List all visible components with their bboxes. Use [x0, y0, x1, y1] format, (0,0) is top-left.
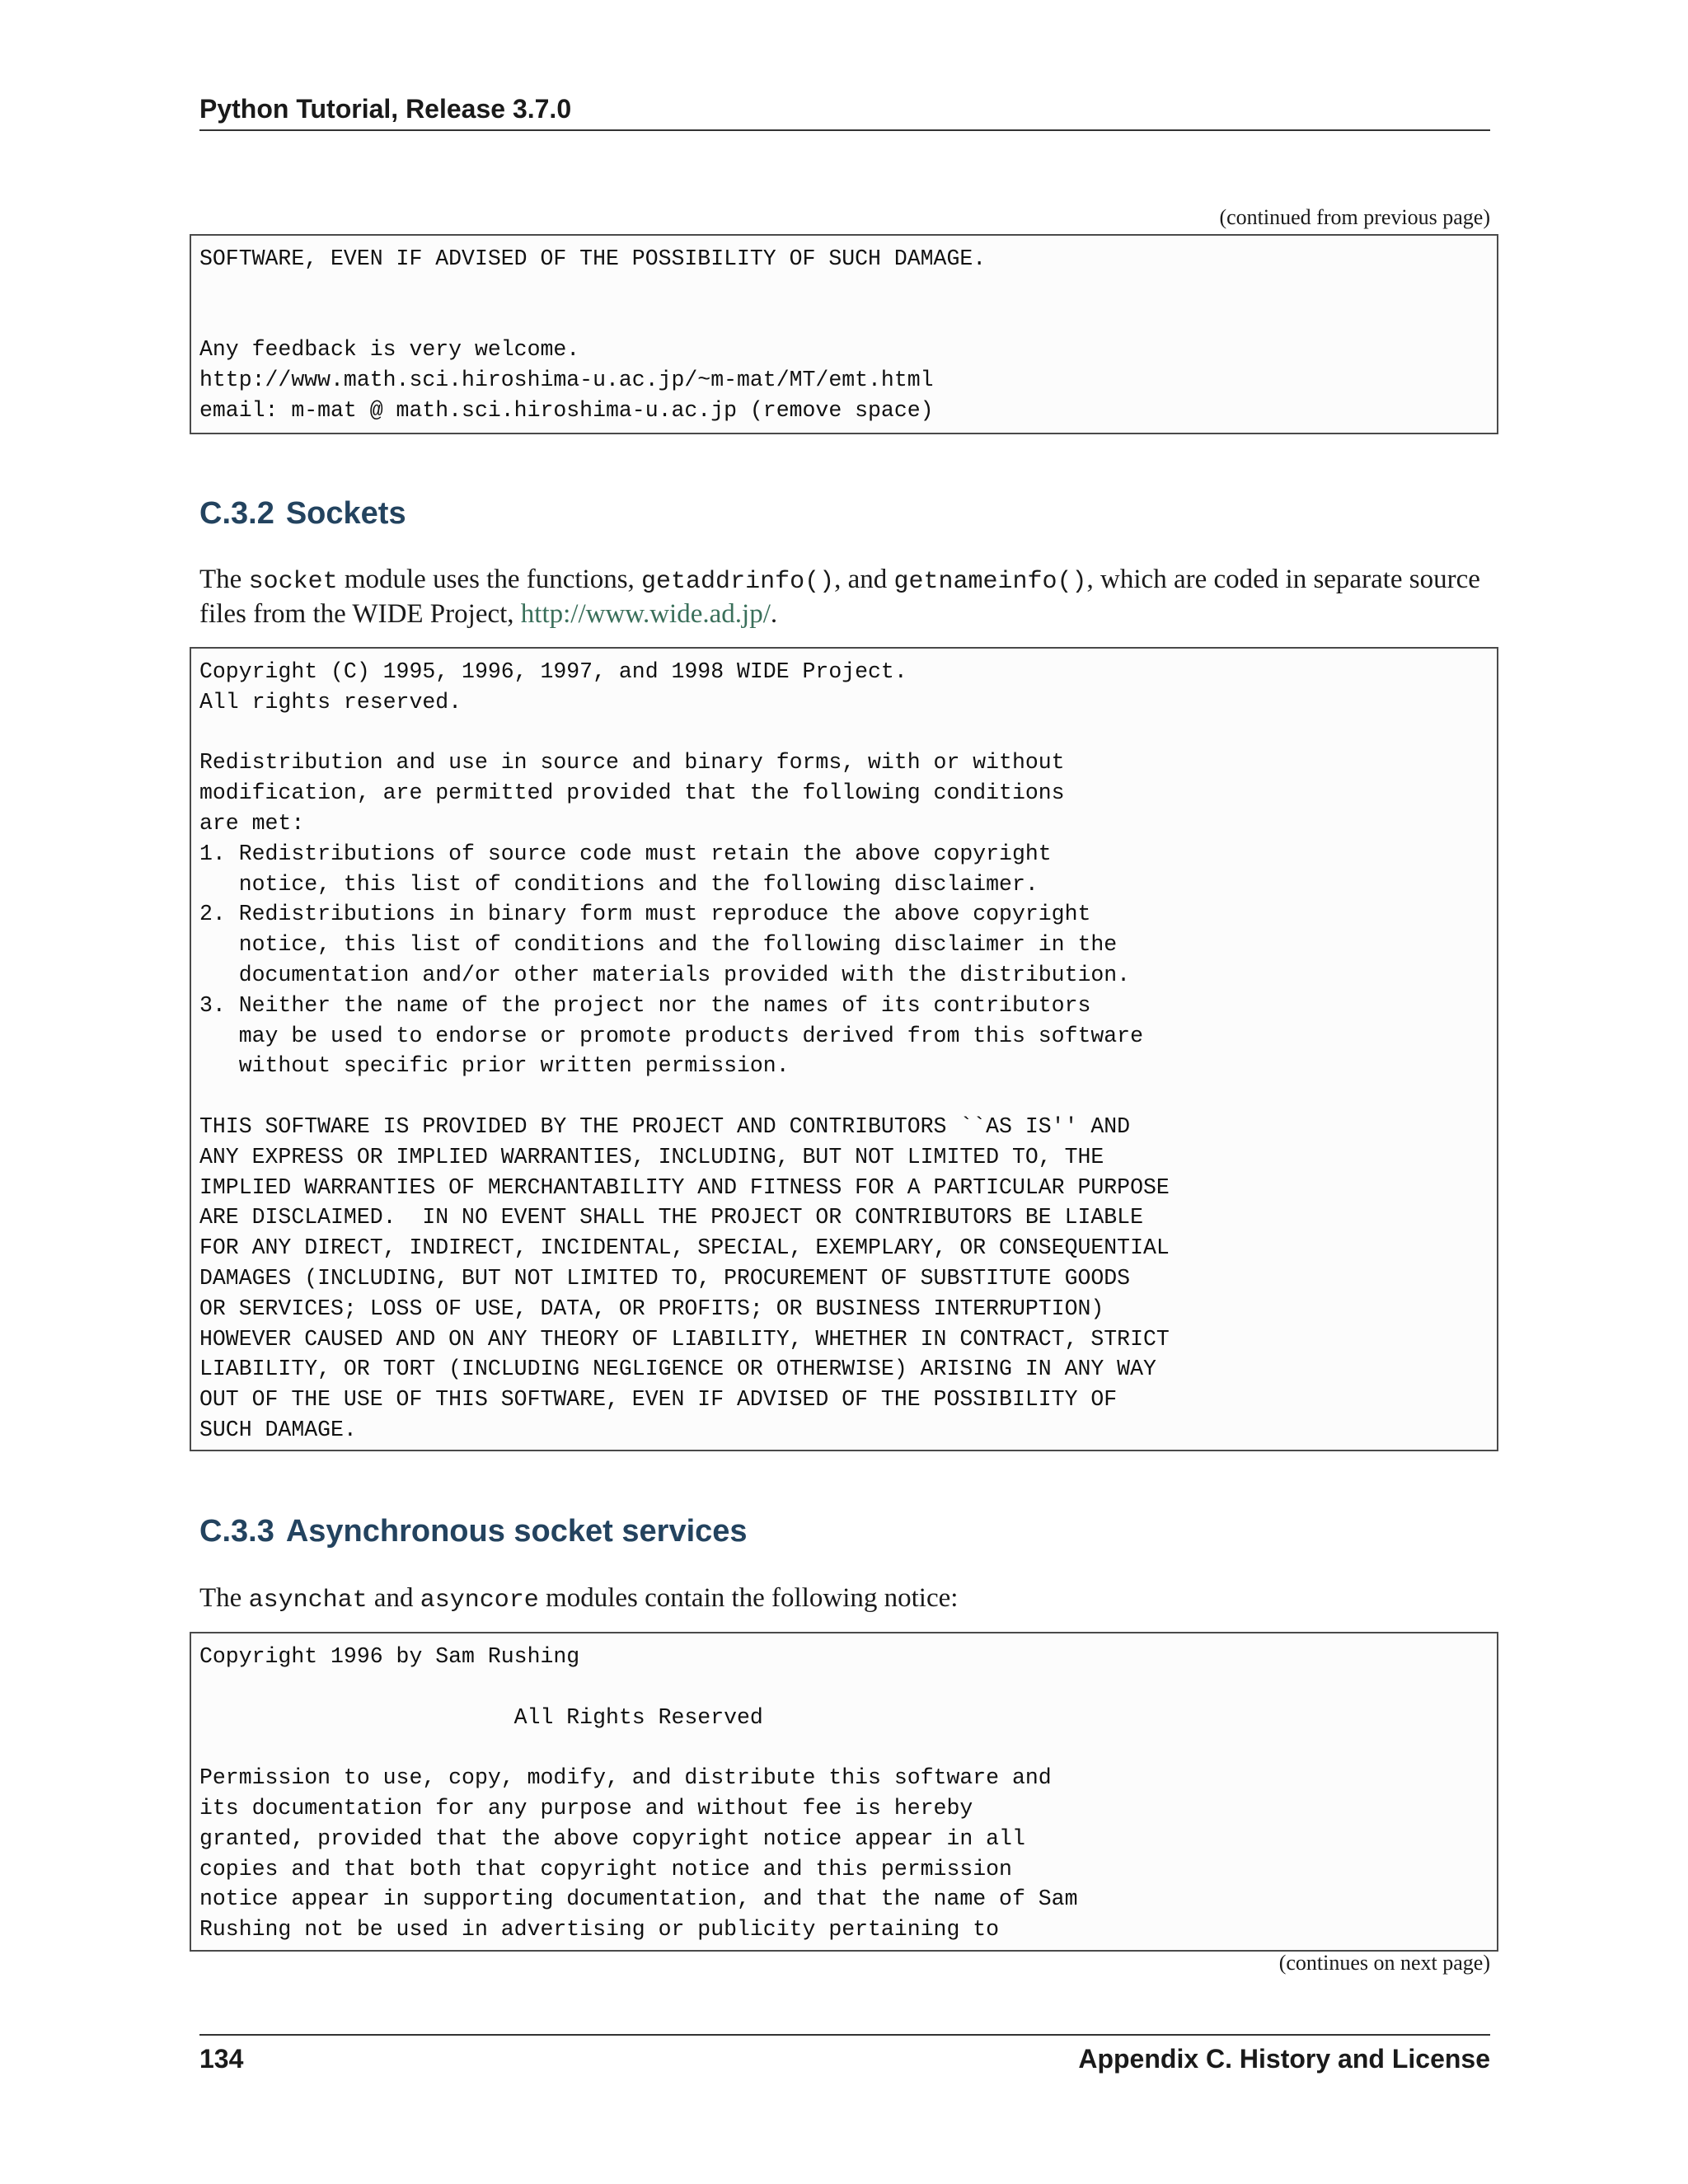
page-number: 134: [199, 2044, 244, 2074]
section-title: Sockets: [285, 496, 406, 531]
text-run: module uses the functions,: [337, 565, 642, 594]
text-run: .: [770, 599, 778, 629]
text-run: modules contain the following notice:: [538, 1583, 959, 1613]
chapter-title: Appendix C. History and License: [1078, 2044, 1490, 2074]
paragraph-async: [199, 1582, 1490, 1617]
code-block-text: Copyright (C) 1995, 1996, 1997, and 1998 WIDE Project. All rights reserved. Redistribution and use in source and binary forms, with or without modification, are permitted provided that the following conditions are met: 1. Redistributions of source code must retain the above copyright notice, this list of conditions and the following disclaimer. 2. Redistributions in binary form must reproduce the above copyright notice, this list of conditions and the following disclaimer in the documentation and/or other materials provided with the distribution. 3. Neither the name of the project nor the names of its contributors may be used to endorse or promote products derived from this software without specific prior written permission. THIS SOFTWARE IS PROVIDED BY THE PROJECT AND CONTRIBUTORS ``AS IS'' AND ANY EXPRESS OR IMPLIED WARRANTIES, INCLUDING, BUT NOT LIMITED TO, THE IMPLIED WARRANTIES OF MERCHANTABILITY AND FITNESS FOR A PARTICULAR PURPOSE ARE DISCLAIMED. IN NO EVENT SHALL THE PROJECT OR CONTRIBUTORS BE LIABLE FOR ANY DIRECT, INDIRECT, INCIDENTAL, SPECIAL, EXEMPLARY, OR CONSEQUENTIAL DAMAGES (INCLUDING, BUT NOT LIMITED TO, PROCUREMENT OF SUBSTITUTE GOODS OR SERVICES; LOSS OF USE, DATA, OR PROFITS; OR BUSINESS INTERRUPTION) HOWEVER CAUSED AND ON ANY THEORY OF LIABILITY, WHETHER IN CONTRACT, STRICT LIABILITY, OR TORT (INCLUDING NEGLIGENCE OR OTHERWISE) ARISING IN ANY WAY OUT OF THE USE OF THIS SOFTWARE, EVEN IF ADVISED OF THE POSSIBILITY OF SUCH DAMAGE.: [199, 659, 1170, 1442]
text-run: , and: [834, 565, 894, 594]
text-run: , which are coded in separate source files from the WIDE Project,: [199, 565, 1480, 629]
code-block-text: SOFTWARE, EVEN IF ADVISED OF THE POSSIBILITY OF SUCH DAMAGE. Any feedback is very welcome. http://www.math.sci.hiroshima-u.ac.jp/~m-mat/MT/emt.html email: m-mat @ math.sci.hiroshima-u.ac.jp (remove space): [199, 246, 987, 423]
text-run: and: [367, 1583, 420, 1613]
continued-from-note: (continued from previous page): [1219, 205, 1490, 229]
inline-code-asyncore: asyncore: [420, 1586, 539, 1615]
header-rule: [199, 129, 1490, 131]
running-header: Python Tutorial, Release 3.7.0: [199, 94, 572, 124]
text-run: The: [199, 565, 249, 594]
section-number: C.3.3: [199, 1514, 274, 1549]
inline-code-getnameinfo: getnameinfo(): [893, 568, 1087, 596]
section-heading-async: [199, 1512, 748, 1550]
section-number: C.3.2: [199, 496, 274, 531]
footer-rule: [199, 2034, 1490, 2036]
inline-code-getaddrinfo: getaddrinfo(): [641, 568, 835, 596]
inline-code-asynchat: asynchat: [248, 1586, 368, 1615]
continues-on-note: (continues on next page): [1278, 1951, 1490, 1975]
section-title: Asynchronous socket services: [285, 1514, 748, 1549]
code-block-license-tail: [190, 234, 1498, 434]
section-heading-sockets: [199, 494, 406, 532]
inline-code-socket: socket: [248, 568, 338, 596]
wide-project-link[interactable]: http://www.wide.ad.jp/: [520, 599, 771, 629]
text-run: The: [199, 1583, 249, 1613]
paragraph-sockets: [199, 564, 1490, 630]
code-block-text: Copyright 1996 by Sam Rushing All Rights Reserved Permission to use, copy, modify, and distribute this software and its documentation for any purpose and without fee is hereby granted, provided that the above copyright notice appear in all copies and that both that copyright notice and this permission notice appear in supporting documentation, and that the name of Sam Rushing not be used in advertising or publicity pertaining to: [199, 1644, 1078, 1943]
code-block-wide-license: [190, 647, 1498, 1451]
code-block-rushing-license: [190, 1632, 1498, 1952]
